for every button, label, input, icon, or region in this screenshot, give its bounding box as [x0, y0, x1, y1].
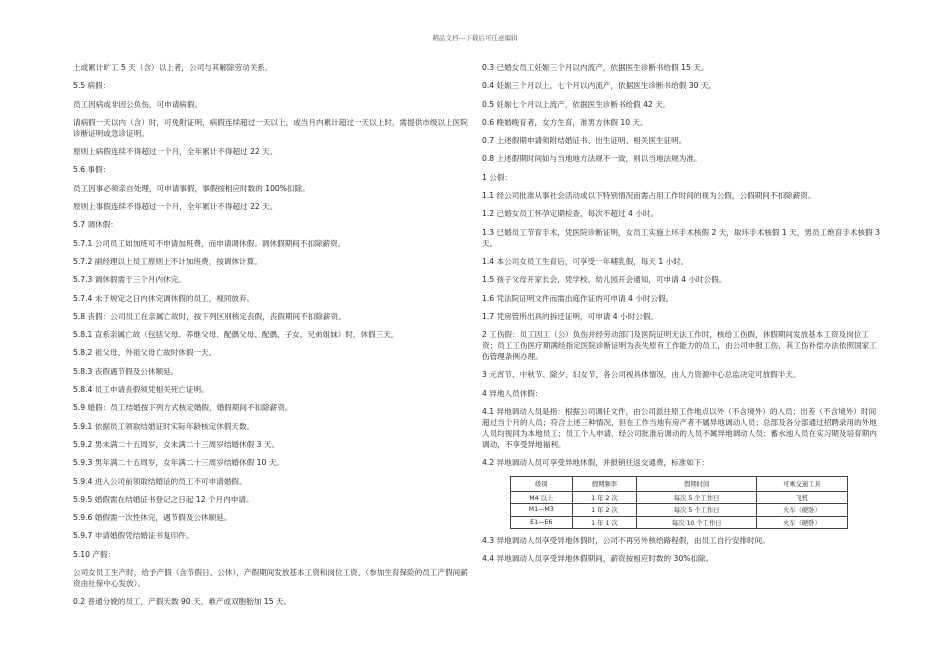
paragraph: 4.3 异地调动人员享受异地休假时，公司不再另外核给路程假，由员工自行安排时间。: [482, 536, 770, 546]
paragraph: 0.3 已婚女员工妊娠三个月以内流产，依据医生诊断书给假 15 天。: [482, 63, 709, 72]
table-cell: 1 年 2 次: [572, 491, 637, 504]
paragraph: 5.9.6 婚假需一次性休完，遇节假及公休顺延。: [73, 513, 232, 523]
table-cell: 火车（硬卧）: [756, 516, 847, 529]
paragraph: 原则上病假连续不得超过一个月，全年累计不得超过 22 天。: [73, 147, 278, 157]
paragraph: 0.7 上述假期申请须附结婚证书、出生证明、相关医生证明。: [482, 136, 687, 146]
paragraph: 5.7.3 调休假需于三个月内休完。: [73, 275, 186, 285]
section-heading: 5.6 事假：: [73, 165, 111, 175]
paragraph: 5.9.7 申请婚假凭结婚证书复印件。: [73, 531, 194, 541]
paragraph: 1.1 经公司批准从事社会活动或以下特别情况而需占用工作时间的视为公假，公假期间不扣除薪资。: [482, 191, 816, 201]
paragraph: 0.2 普通分娩的员工，产假天数 90 天，难产或双胞胎加 15 天。: [73, 597, 292, 607]
travel-standard-table: [510, 476, 848, 530]
table-cell: 每次 5 个工作日: [637, 504, 756, 517]
section-heading: 5.7 调休假：: [73, 220, 118, 230]
paragraph: 5.8.1 直系亲属亡故（包括父母、养继父母、配偶父母、配偶、子女、兄弟姐妹）时，休假三天。: [73, 330, 399, 340]
right-column: [482, 62, 882, 572]
table-cell: 1 年 1 次: [572, 516, 637, 529]
paragraph: 2 工伤假：员工因工（公）负伤并经劳动部门及医院证明无法工作时，核给工伤假，休假期间发放基本工资及岗位工资；员工工伤医疗期满经指定医院诊断证明为丧失原有工作能力的员工，由公司申报工伤，其工伤补偿办法依照国家工伤管理条例办理。: [482, 330, 877, 362]
paragraph: 1.3 已婚员工节育手术，凭医院诊断证明，女员工实施上环手术核假 2 天，取环手术核假 1 天，男员工绝育手术核假 3 天。: [482, 227, 880, 248]
paragraph: 0.4 妊娠三个月以上，七个月以内流产，依据医生诊断书给假 30 天。: [482, 81, 717, 91]
section-heading: 5.8 丧假：公司员工在亲属亡故时，按下列区别核定丧假，丧假期间不扣除薪资。: [73, 311, 346, 321]
table-cell: 飞机: [756, 491, 847, 504]
paragraph: 5.8.3 丧假遇节假及公休顺延。: [73, 366, 179, 376]
paragraph: 5.9.1 依据员工领取结婚证时实际年龄核定休假天数。: [73, 421, 255, 431]
paragraph: 公司女员工生产时，给予产假（含节假日、公休），产假期间发放基本工资和岗位工资。（参加生育保险的员工产假间薪资由社保中心发放）。: [73, 568, 468, 589]
paragraph: 1.4 本公司女员工生育后，可享受一年哺乳假，每天 1 小时。: [482, 256, 689, 266]
paragraph: 3 元宵节、中秋节、除夕、妇女节，各公司视具体情况，由人力资源中心总监决定可放假半天。: [482, 370, 801, 380]
paragraph: 请病假一天以内（含）时，可免附证明，病假连续超过一天以上，或当月内累计超过一天以上时，需提供市级以上医院诊断证明或急诊证明。: [73, 117, 468, 138]
table-row: [511, 504, 848, 517]
table-cell: E1—E6: [511, 516, 573, 529]
header-note: 精品文档---下载后可任意编辑: [432, 34, 518, 42]
paragraph: 上或累计旷工 5 天（含）以上者，公司与其解除劳动关系。: [73, 63, 273, 72]
paragraph: 5.8.4 员工申请丧假须凭相关死亡证明。: [73, 385, 209, 395]
table-header-cell: 假期时间: [637, 476, 756, 491]
table-row: [511, 491, 848, 504]
table-header-row: [511, 476, 848, 491]
table-cell: M1—M3: [511, 504, 573, 517]
table-cell: 每次 5 个工作日: [637, 491, 756, 504]
paragraph: 4.1 异地调动人员是指：根据公司调任文件，由公司派往原工作地点以外（不含境外）的人员；出差（不含境外）时间超过当个月的人员；符合上述三种情况，但在工作当地有房产者不属异地调动人员；总部及各分部通过招聘录用的外地人员均视同为本地员工；员工个人申请，经公司批准后调动的人员不属异地调动人员；蓄水池人员在实习期及培育期内调动，不享受异地福利。: [482, 407, 877, 450]
paragraph: 5.8.2 祖父母、外祖父母亡故时休假一天。: [73, 348, 217, 358]
paragraph: 5.9.4 进入公司前领取结婚证的员工不可申请婚假。: [73, 476, 247, 486]
paragraph: 0.6 晚婚晚育者，女方生育，准男方休假 10 天。: [482, 117, 648, 127]
paragraph: 1.5 孩子父母开家长会，凭学校、幼儿园开会通知，可申请 4 小时公假。: [482, 275, 727, 285]
section-heading: 5.9 婚假：员工结婚按下列方式核定婚假，婚假期间不扣除薪资。: [73, 403, 293, 413]
paragraph: 0.8 上述假期时间如与当地地方法规不一致，则以当地法规为准。: [482, 154, 702, 164]
table-cell: 火车（硬卧）: [756, 504, 847, 517]
paragraph: 1.2 已婚女员工怀孕定期检查，每次不超过 4 小时。: [482, 209, 659, 219]
section-heading: 4 异地人员休假：: [482, 388, 543, 398]
table-row: [511, 516, 848, 529]
paragraph: 0.5 妊娠七个月以上流产，依据医生诊断书给假 42 天。: [482, 99, 671, 109]
table-cell: 每次 10 个工作日: [637, 516, 756, 529]
section-heading: 1 公假：: [482, 172, 513, 182]
paragraph: 4.2 异地调动人员可享受异地休假，并报销往返交通费，标准如下：: [482, 458, 710, 468]
paragraph: 1.7 凭房管所出具的拆迁证明，可申请 4 小时公假。: [482, 311, 659, 321]
left-column: [73, 62, 468, 615]
paragraph: 5.7.2 副经理以上员工原则上不计加班费，按调休计算。: [73, 256, 262, 266]
paragraph: 4.4 异地调动人员享受异地休假期间，薪资按相应时数的 30%扣除。: [482, 554, 714, 564]
paragraph: 5.9.2 男未满二十五周岁，女未满二十三周岁结婚休假 3 天。: [73, 439, 280, 449]
table-header-cell: 假期频率: [572, 476, 637, 491]
section-heading: 5.10 产假：: [73, 549, 116, 559]
table-cell: M4 以上: [511, 491, 573, 504]
paragraph: 5.9.5 婚假需在结婚证书登记之日起 12 个月内申请。: [73, 494, 254, 504]
paragraph: 1.6 凭法院证明文件而需出庭作证的可申请 4 小时公假。: [482, 293, 674, 303]
paragraph: 5.7.1 公司员工如加班可不申请加班费，而申请调休假。调休假期间不扣除薪资。: [73, 238, 346, 248]
section-heading: 5.5 病假：: [73, 81, 111, 91]
paragraph: 5.7.4 未于规定之日内休完调休假的员工，视同放弃。: [73, 293, 255, 303]
table-header-cell: 可乘交通工具: [756, 476, 847, 491]
paragraph: 员工因事必须亲自处理，可申请事假，事假按相应时数的 100%扣除。: [73, 183, 310, 193]
table-cell: 1 年 2 次: [572, 504, 637, 517]
paragraph: 原则上事假连续不得超过一个月，全年累计不得超过 22 天。: [73, 202, 278, 212]
paragraph: 5.9.3 男年满二十五周岁，女年满二十三周岁结婚休假 10 天。: [73, 458, 284, 468]
table-header-cell: 级别: [511, 476, 573, 491]
paragraph: 员工因病或非因公负伤，可申请病假。: [73, 99, 203, 109]
